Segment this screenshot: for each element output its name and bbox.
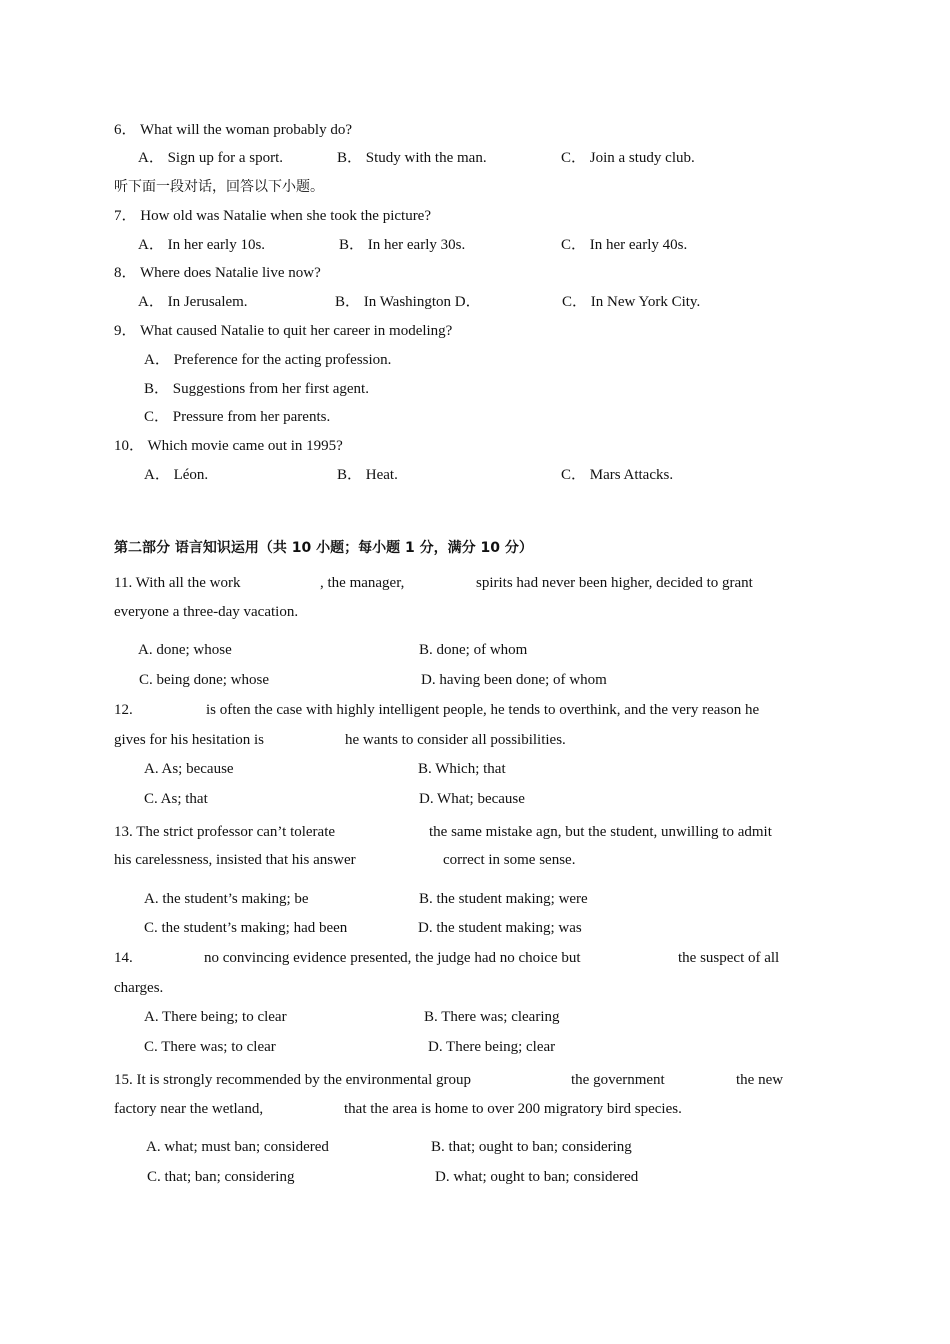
q13-stem-line2-part2: correct in some sense. xyxy=(443,852,576,868)
q14-option-b: B. There was; clearing xyxy=(424,1009,560,1025)
q11-stem-part1: 11. With all the work xyxy=(114,575,241,591)
q12-number: 12. xyxy=(114,702,133,718)
q14-option-a: A. There being; to clear xyxy=(144,1009,287,1025)
q8-option-a: A． In Jerusalem. xyxy=(138,294,248,310)
q10-option-c: C． Mars Attacks. xyxy=(561,467,674,483)
q13-stem-part2: the same mistake agn, but the student, unwilling to admit xyxy=(429,824,772,840)
q12-option-c: C. As; that xyxy=(144,791,208,807)
q7-option-a: A． In her early 10s. xyxy=(138,237,266,253)
part2-heading: 第二部分 语言知识运用（共 10 小题；每小题 1 分，满分 10 分） xyxy=(114,540,533,556)
q11-option-b: B. done; of whom xyxy=(419,642,528,658)
q7-stem: 7． How old was Natalie when she took the picture? xyxy=(114,208,431,224)
q12-option-a: A. As; because xyxy=(144,761,234,777)
q9-option-c: C． Pressure from her parents. xyxy=(144,409,331,425)
q8-option-c: C． In New York City. xyxy=(562,294,701,310)
q8-stem: 8． Where does Natalie live now? xyxy=(114,265,321,281)
q8-option-b: B． In Washington D． xyxy=(335,294,481,310)
q11-stem-part2: , the manager, xyxy=(320,575,405,591)
q15-option-d: D. what; ought to ban; considered xyxy=(435,1169,639,1185)
q11-option-c: C. being done; whose xyxy=(139,672,269,688)
q15-stem-line2-part2: that the area is home to over 200 migratory bird species. xyxy=(344,1101,682,1117)
q11-stem-part3: spirits had never been higher, decided to grant xyxy=(476,575,753,591)
q9-option-b: B． Suggestions from her first agent. xyxy=(144,381,369,397)
q6-stem: 6． What will the woman probably do? xyxy=(114,122,353,138)
q15-stem-part2: the government xyxy=(571,1072,665,1088)
q11-stem-line2: everyone a three-day vacation. xyxy=(114,604,299,620)
q12-stem-part2: is often the case with highly intelligent people, he tends to overthink, and the very reason he xyxy=(206,702,760,718)
q12-stem-line2-part1: gives for his hesitation is xyxy=(114,732,264,748)
q15-stem-part3: the new xyxy=(736,1072,784,1088)
q15-option-c: C. that; ban; considering xyxy=(147,1169,295,1185)
q15-stem-part1: 15. It is strongly recommended by the environmental group xyxy=(114,1072,472,1088)
q13-option-b: B. the student making; were xyxy=(419,891,588,907)
q10-option-a: A． Léon. xyxy=(144,467,209,483)
q14-stem-part2: no convincing evidence presented, the judge had no choice but xyxy=(204,950,581,966)
q10-stem: 10． Which movie came out in 1995? xyxy=(114,438,343,454)
q13-option-a: A. the student’s making; be xyxy=(144,891,309,907)
q6-option-a: A． Sign up for a sport. xyxy=(138,150,283,166)
dialogue-instruction: 听下面一段对话，回答以下小题。 xyxy=(114,179,324,195)
q15-stem-line2-part1: factory near the wetland, xyxy=(114,1101,264,1117)
q6-option-b: B． Study with the man. xyxy=(337,150,487,166)
q15-option-b: B. that; ought to ban; considering xyxy=(431,1139,632,1155)
q11-option-d: D. having been done; of whom xyxy=(421,672,607,688)
q7-option-c: C． In her early 40s. xyxy=(561,237,688,253)
q13-stem-part1: 13. The strict professor can’t tolerate xyxy=(114,824,336,840)
q14-number: 14. xyxy=(114,950,133,966)
q10-option-b: B． Heat. xyxy=(337,467,398,483)
q12-option-b: B. Which; that xyxy=(418,761,506,777)
q14-stem-part3: the suspect of all xyxy=(678,950,780,966)
q9-stem: 9． What caused Natalie to quit her career in modeling? xyxy=(114,323,453,339)
q13-option-c: C. the student’s making; had been xyxy=(144,920,348,936)
q6-option-c: C． Join a study club. xyxy=(561,150,695,166)
q12-stem-line2-part2: he wants to consider all possibilities. xyxy=(345,732,566,748)
q13-option-d: D. the student making; was xyxy=(418,920,582,936)
q14-option-d: D. There being; clear xyxy=(428,1039,556,1055)
q7-option-b: B． In her early 30s. xyxy=(339,237,466,253)
q13-stem-line2-part1: his carelessness, insisted that his answer xyxy=(114,852,356,868)
q14-stem-line2: charges. xyxy=(114,980,164,996)
q14-option-c: C. There was; to clear xyxy=(144,1039,276,1055)
q9-option-a: A． Preference for the acting profession. xyxy=(144,352,392,368)
q12-option-d: D. What; because xyxy=(419,791,525,807)
q11-option-a: A. done; whose xyxy=(138,642,232,658)
q15-option-a: A. what; must ban; considered xyxy=(146,1139,329,1155)
